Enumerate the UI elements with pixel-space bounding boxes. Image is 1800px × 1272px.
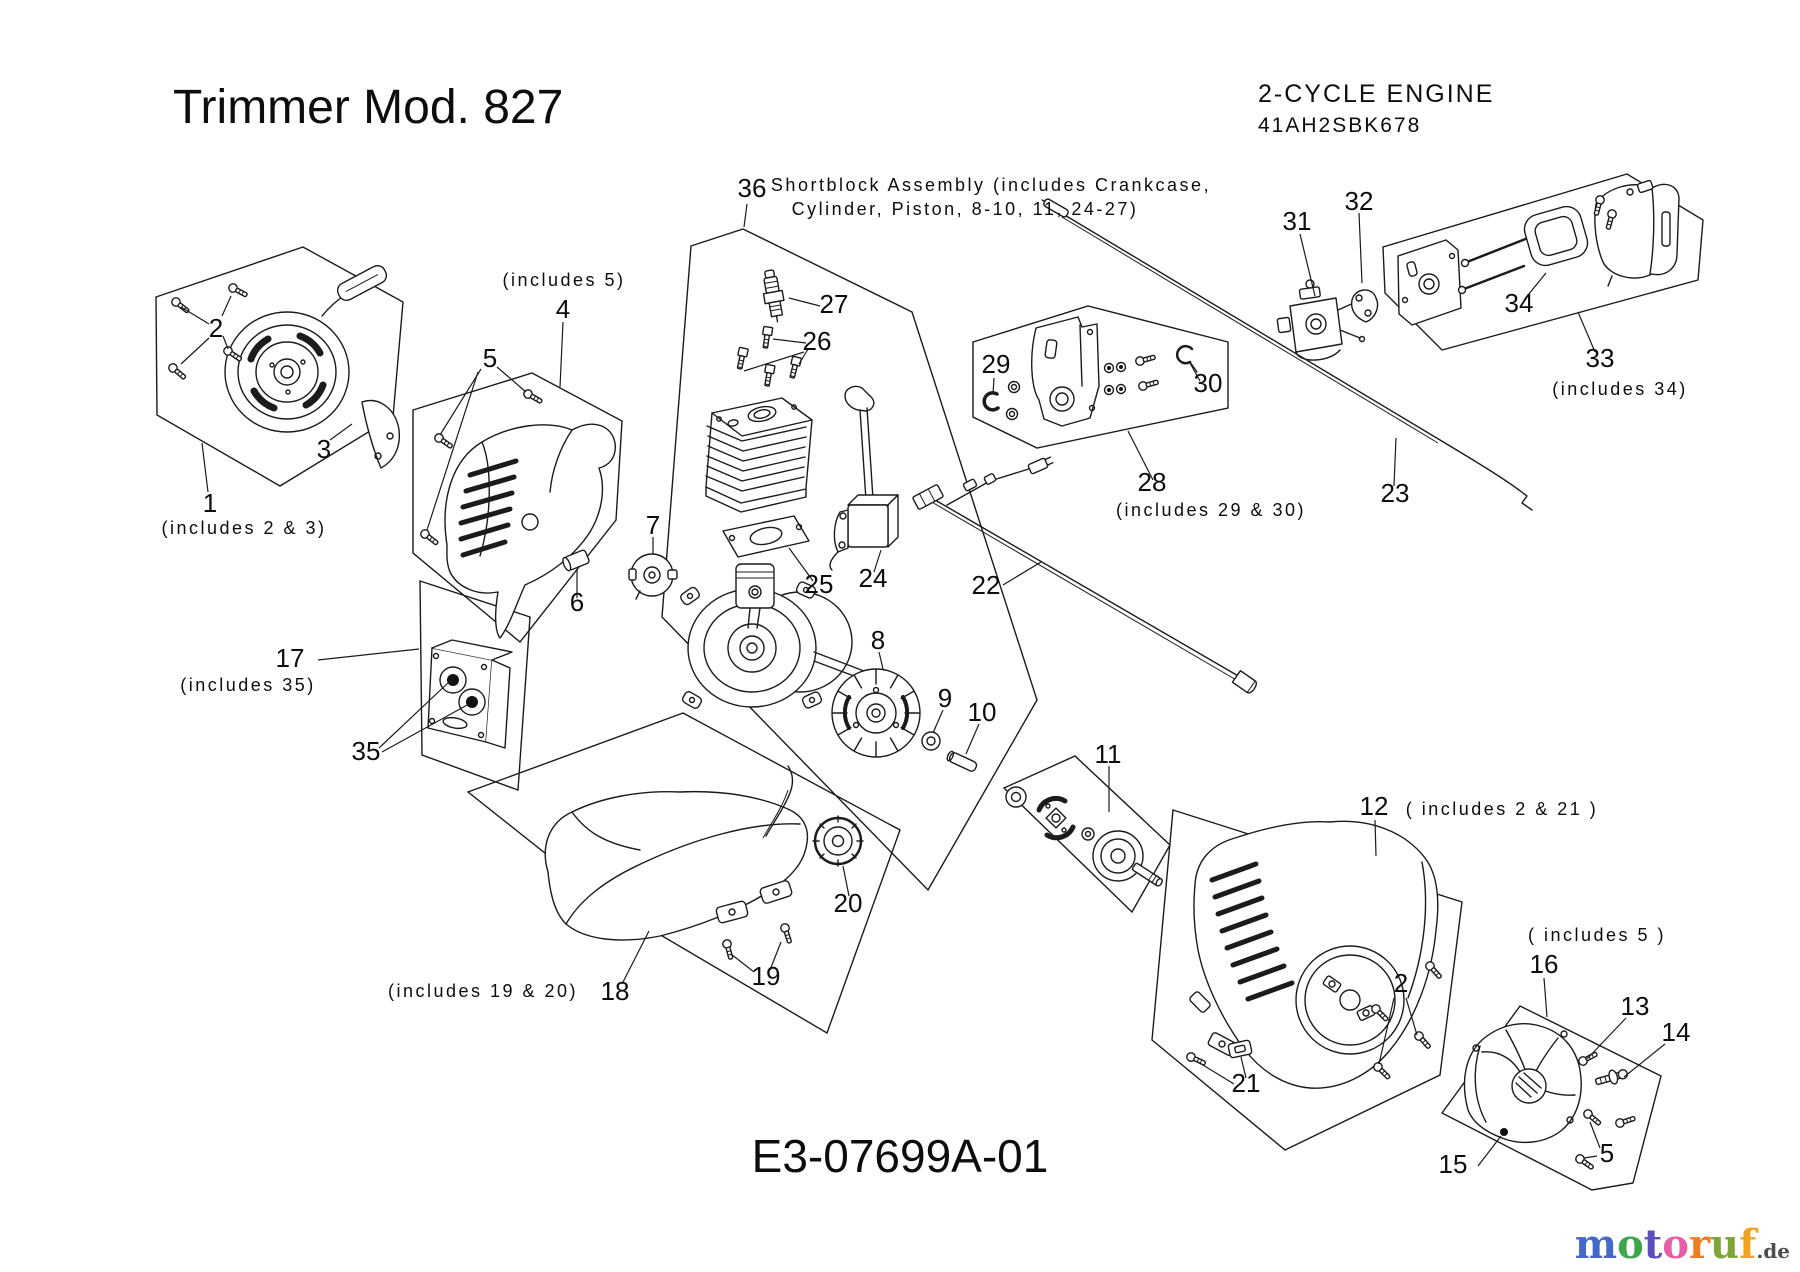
part-14-bolt bbox=[1594, 1066, 1629, 1088]
group-outlines bbox=[156, 174, 1703, 1190]
part-22-wiring-harness bbox=[912, 455, 1258, 694]
callout-10: 10 bbox=[967, 697, 997, 727]
part-25-gasket bbox=[723, 516, 809, 557]
part-19-screws-tank bbox=[722, 923, 794, 960]
note-includes-5-fan: ( includes 5 ) bbox=[1527, 925, 1667, 945]
callout-9: 9 bbox=[937, 683, 953, 713]
callout-16: 16 bbox=[1529, 949, 1559, 979]
part-4-starter-housing bbox=[445, 424, 615, 638]
part-9-washer bbox=[922, 732, 940, 750]
page-title: Trimmer Mod. 827 bbox=[173, 81, 564, 134]
callout-21: 21 bbox=[1231, 1068, 1261, 1098]
callout-26: 26 bbox=[802, 326, 832, 356]
callout-5-fan: 5 bbox=[1599, 1138, 1615, 1168]
part-28-bracket-assembly bbox=[1007, 317, 1160, 426]
callout-32: 32 bbox=[1344, 186, 1374, 216]
part-24-ignition-coil bbox=[830, 386, 898, 570]
callout-19: 19 bbox=[751, 961, 781, 991]
callout-18: 18 bbox=[600, 976, 630, 1006]
callout-22: 22 bbox=[971, 570, 1001, 600]
callout-20: 20 bbox=[833, 888, 863, 918]
part-31-carburetor bbox=[1277, 280, 1364, 360]
callout-27: 27 bbox=[819, 289, 849, 319]
note-includes-2-21: ( includes 2 & 21 ) bbox=[1405, 799, 1599, 819]
motoruf-logo bbox=[1575, 1221, 1790, 1268]
callout-5-housing: 5 bbox=[482, 343, 498, 373]
part-23-throttle-cable bbox=[1040, 197, 1532, 510]
note-includes-19-20: (includes 19 & 20) bbox=[387, 981, 579, 1001]
group-36-outline bbox=[662, 229, 1037, 890]
part-cylinder bbox=[706, 398, 812, 512]
logo-suffix: .de bbox=[1756, 1239, 1790, 1263]
callout-31: 31 bbox=[1282, 206, 1312, 236]
callout-30: 30 bbox=[1193, 368, 1223, 398]
callout-33: 33 bbox=[1585, 343, 1615, 373]
engine-type: 2-CYCLE ENGINE bbox=[1258, 80, 1495, 108]
group-28-outline bbox=[973, 306, 1228, 448]
note-includes-29-30: (includes 29 & 30) bbox=[1115, 500, 1307, 520]
callout-6: 6 bbox=[569, 587, 585, 617]
part-27-spark-plug bbox=[760, 269, 788, 324]
callout-34: 34 bbox=[1504, 288, 1534, 318]
callout-1: 1 bbox=[202, 488, 218, 518]
part-16-end-cover bbox=[1464, 1024, 1581, 1143]
part-8-flywheel bbox=[832, 669, 920, 757]
shortblock-note-line1: Shortblock Assembly (includes Crankcase, bbox=[770, 175, 1212, 195]
callout-23: 23 bbox=[1380, 478, 1410, 508]
part-10-pin bbox=[946, 750, 978, 772]
callout-2-starter: 2 bbox=[208, 313, 224, 343]
part-12-engine-cover bbox=[1189, 821, 1438, 1088]
part-15-plug bbox=[1500, 1128, 1508, 1136]
callout-36: 36 bbox=[737, 173, 767, 203]
diagram-code: E3-07699A-01 bbox=[751, 1130, 1049, 1182]
note-includes-35: (includes 35) bbox=[180, 675, 316, 695]
callout-15: 15 bbox=[1438, 1149, 1468, 1179]
callout-17: 17 bbox=[275, 643, 305, 673]
callout-13: 13 bbox=[1620, 991, 1650, 1021]
callout-11: 11 bbox=[1094, 739, 1122, 769]
note-includes-5-housing: (includes 5) bbox=[502, 270, 626, 290]
part-7-starter-cup bbox=[629, 554, 677, 599]
part-18-fuel-tank bbox=[545, 766, 807, 940]
part-11-clutch-assembly bbox=[1006, 787, 1163, 887]
part-29-grommet bbox=[984, 393, 998, 410]
note-includes-34: (includes 34) bbox=[1552, 379, 1688, 399]
note-includes-2-3: (includes 2 & 3) bbox=[161, 518, 327, 538]
callout-12: 12 bbox=[1359, 791, 1389, 821]
callout-2-cover: 2 bbox=[1393, 968, 1409, 998]
callout-29: 29 bbox=[981, 349, 1011, 379]
callout-4: 4 bbox=[555, 294, 571, 324]
part-32-gasket bbox=[1352, 290, 1378, 322]
logo-letters: motoruf bbox=[1574, 1221, 1757, 1268]
callout-7: 7 bbox=[645, 510, 661, 540]
part-17-muffler bbox=[428, 640, 512, 748]
callout-3: 3 bbox=[316, 434, 332, 464]
callout-24: 24 bbox=[858, 563, 888, 593]
part-34-filter-element bbox=[1521, 203, 1591, 269]
shortblock-note-line2: Cylinder, Piston, 8-10, 11, 24-27) bbox=[791, 199, 1139, 219]
callout-14: 14 bbox=[1661, 1017, 1691, 1047]
callout-25: 25 bbox=[804, 569, 834, 599]
callout-35: 35 bbox=[351, 736, 381, 766]
callout-8: 8 bbox=[870, 625, 886, 655]
callout-28: 28 bbox=[1137, 467, 1167, 497]
part-20-fuel-cap bbox=[813, 816, 863, 866]
engine-model: 41AH2SBK678 bbox=[1258, 114, 1422, 137]
